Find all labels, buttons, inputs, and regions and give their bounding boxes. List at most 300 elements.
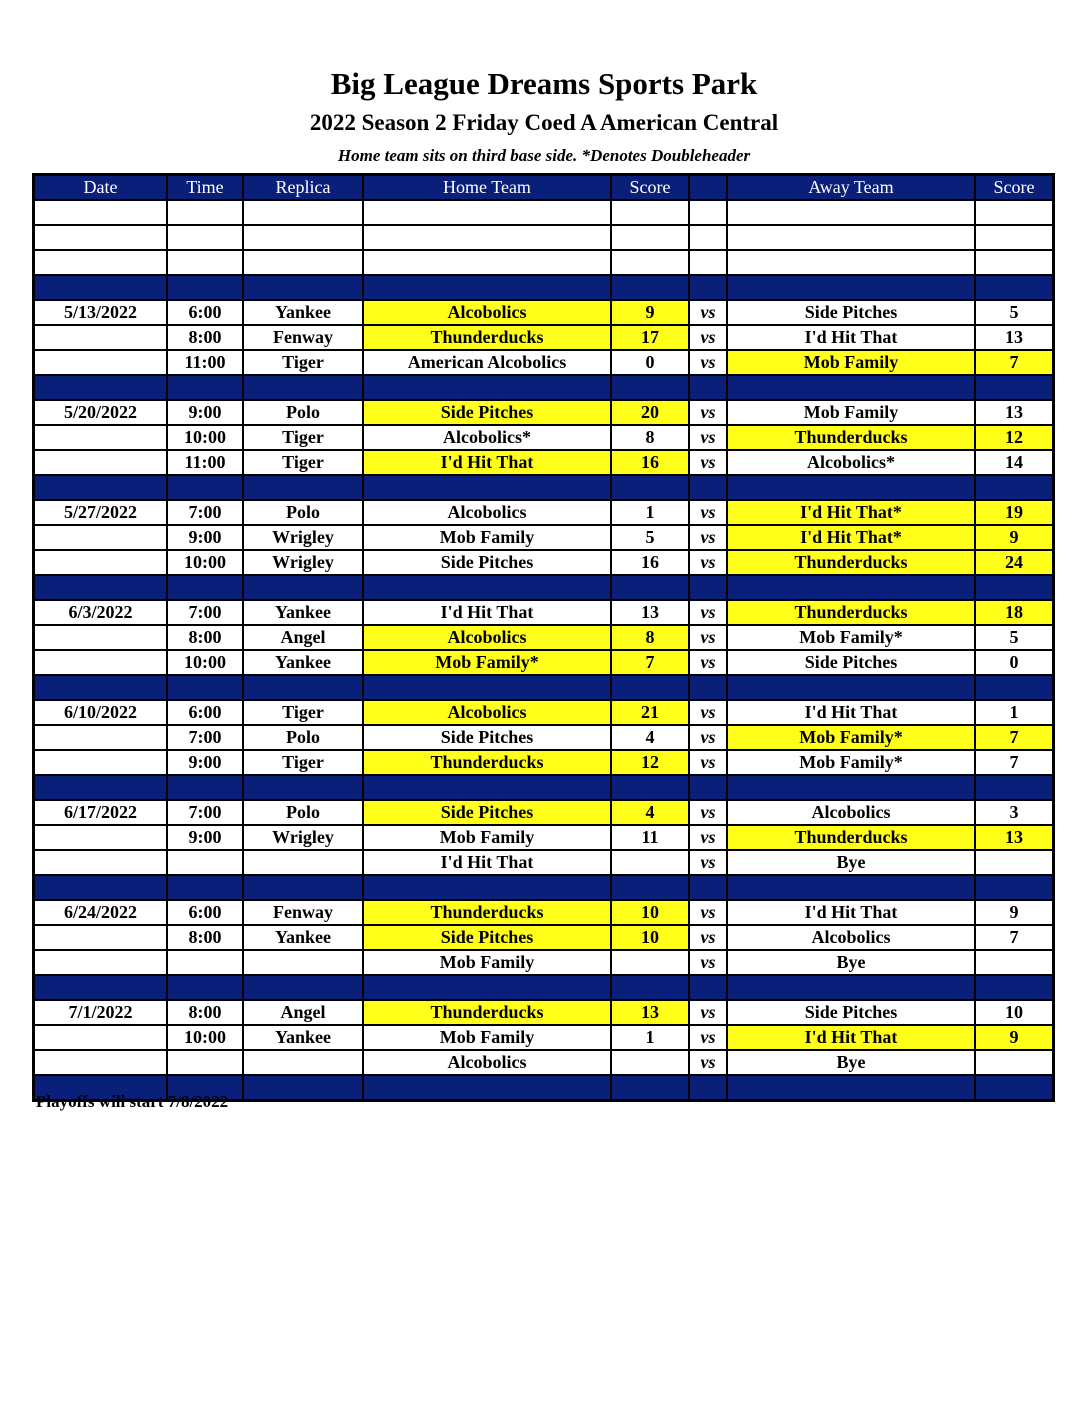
vs-label bbox=[689, 250, 727, 275]
date-cell bbox=[34, 625, 167, 650]
vs-label: vs bbox=[689, 300, 727, 325]
away-team-cell bbox=[727, 375, 975, 400]
time-cell: 6:00 bbox=[167, 900, 243, 925]
time-cell: 8:00 bbox=[167, 1000, 243, 1025]
replica-cell: Yankee bbox=[243, 925, 363, 950]
date-cell bbox=[34, 250, 167, 275]
away-score-cell bbox=[975, 250, 1053, 275]
replica-cell: Tiger bbox=[243, 425, 363, 450]
table-row bbox=[34, 450, 1053, 475]
replica-cell: Angel bbox=[243, 1000, 363, 1025]
replica-cell: Fenway bbox=[243, 900, 363, 925]
away-team-cell: Mob Family bbox=[727, 400, 975, 425]
home-team-cell: Alcobolics* bbox=[363, 425, 611, 450]
home-score-cell: 1 bbox=[611, 500, 689, 525]
home-team-cell: Mob Family bbox=[363, 950, 611, 975]
away-score-cell: 13 bbox=[975, 400, 1053, 425]
vs-label bbox=[689, 575, 727, 600]
replica-cell bbox=[243, 375, 363, 400]
time-cell: 10:00 bbox=[167, 550, 243, 575]
away-team-cell: Alcobolics bbox=[727, 925, 975, 950]
away-team-cell: Mob Family* bbox=[727, 725, 975, 750]
time-cell: 7:00 bbox=[167, 725, 243, 750]
replica-cell bbox=[243, 575, 363, 600]
time-cell: 7:00 bbox=[167, 500, 243, 525]
away-score-cell: 7 bbox=[975, 350, 1053, 375]
table-row bbox=[34, 850, 1053, 875]
away-score-cell: 7 bbox=[975, 750, 1053, 775]
blank-row bbox=[34, 250, 1053, 275]
away-team-cell: Alcobolics* bbox=[727, 450, 975, 475]
vs-label bbox=[689, 275, 727, 300]
home-team-cell: Alcobolics bbox=[363, 700, 611, 725]
away-score-cell: 5 bbox=[975, 300, 1053, 325]
away-team-cell bbox=[727, 225, 975, 250]
date-cell: 5/20/2022 bbox=[34, 400, 167, 425]
replica-cell bbox=[243, 275, 363, 300]
replica-cell bbox=[243, 975, 363, 1000]
table-row bbox=[34, 350, 1053, 375]
away-score-cell bbox=[975, 1075, 1053, 1100]
table-row bbox=[34, 525, 1053, 550]
home-team-cell: American Alcobolics bbox=[363, 350, 611, 375]
vs-label: vs bbox=[689, 325, 727, 350]
vs-label bbox=[689, 225, 727, 250]
vs-label: vs bbox=[689, 850, 727, 875]
home-score-cell: 10 bbox=[611, 900, 689, 925]
away-team-cell bbox=[727, 250, 975, 275]
replica-cell: Tiger bbox=[243, 700, 363, 725]
away-score-cell: 14 bbox=[975, 450, 1053, 475]
time-cell: 7:00 bbox=[167, 800, 243, 825]
away-score-cell: 18 bbox=[975, 600, 1053, 625]
date-cell bbox=[34, 850, 167, 875]
table-row bbox=[34, 400, 1053, 425]
away-team-cell bbox=[727, 675, 975, 700]
home-score-cell bbox=[611, 850, 689, 875]
replica-cell bbox=[243, 1050, 363, 1075]
away-team-cell: Thunderducks bbox=[727, 600, 975, 625]
time-cell bbox=[167, 575, 243, 600]
week-separator-row bbox=[34, 775, 1053, 800]
home-team-cell: Side Pitches bbox=[363, 725, 611, 750]
home-team-cell bbox=[363, 575, 611, 600]
table-row bbox=[34, 500, 1053, 525]
home-score-cell: 16 bbox=[611, 550, 689, 575]
away-team-cell: I'd Hit That* bbox=[727, 525, 975, 550]
away-score-cell bbox=[975, 375, 1053, 400]
date-cell bbox=[34, 925, 167, 950]
away-score-cell bbox=[975, 975, 1053, 1000]
away-score-cell bbox=[975, 1050, 1053, 1075]
replica-cell: Polo bbox=[243, 400, 363, 425]
away-score-cell bbox=[975, 475, 1053, 500]
date-cell bbox=[34, 950, 167, 975]
away-team-cell bbox=[727, 875, 975, 900]
col-header-home-team: Home Team bbox=[363, 175, 611, 200]
vs-label: vs bbox=[689, 1025, 727, 1050]
away-team-cell: I'd Hit That bbox=[727, 900, 975, 925]
replica-cell: Wrigley bbox=[243, 825, 363, 850]
home-score-cell: 4 bbox=[611, 800, 689, 825]
away-score-cell bbox=[975, 200, 1053, 225]
replica-cell: Yankee bbox=[243, 650, 363, 675]
replica-cell bbox=[243, 1075, 363, 1100]
vs-label: vs bbox=[689, 525, 727, 550]
away-score-cell bbox=[975, 575, 1053, 600]
time-cell bbox=[167, 950, 243, 975]
home-team-cell bbox=[363, 475, 611, 500]
date-cell bbox=[34, 200, 167, 225]
time-cell bbox=[167, 225, 243, 250]
week-separator-row bbox=[34, 575, 1053, 600]
replica-cell: Yankee bbox=[243, 600, 363, 625]
away-team-cell: I'd Hit That bbox=[727, 700, 975, 725]
date-cell bbox=[34, 475, 167, 500]
date-cell bbox=[34, 275, 167, 300]
replica-cell: Yankee bbox=[243, 1025, 363, 1050]
home-team-cell bbox=[363, 225, 611, 250]
vs-label: vs bbox=[689, 550, 727, 575]
table-row bbox=[34, 800, 1053, 825]
home-score-cell: 0 bbox=[611, 350, 689, 375]
away-score-cell bbox=[975, 675, 1053, 700]
vs-label bbox=[689, 975, 727, 1000]
week-separator-row bbox=[34, 675, 1053, 700]
vs-label: vs bbox=[689, 750, 727, 775]
home-score-cell bbox=[611, 250, 689, 275]
home-team-cell bbox=[363, 375, 611, 400]
away-team-cell: Bye bbox=[727, 950, 975, 975]
away-team-cell: Bye bbox=[727, 850, 975, 875]
replica-cell: Wrigley bbox=[243, 525, 363, 550]
date-cell: 6/24/2022 bbox=[34, 900, 167, 925]
away-score-cell: 9 bbox=[975, 1025, 1053, 1050]
home-score-cell: 8 bbox=[611, 425, 689, 450]
replica-cell: Angel bbox=[243, 625, 363, 650]
away-score-cell: 13 bbox=[975, 825, 1053, 850]
home-team-cell: Side Pitches bbox=[363, 800, 611, 825]
date-cell bbox=[34, 225, 167, 250]
vs-label bbox=[689, 475, 727, 500]
table-row bbox=[34, 1050, 1053, 1075]
date-cell bbox=[34, 350, 167, 375]
replica-cell bbox=[243, 850, 363, 875]
time-cell: 10:00 bbox=[167, 650, 243, 675]
replica-cell bbox=[243, 200, 363, 225]
vs-label: vs bbox=[689, 425, 727, 450]
replica-cell: Polo bbox=[243, 800, 363, 825]
replica-cell: Yankee bbox=[243, 300, 363, 325]
table-row bbox=[34, 950, 1053, 975]
date-cell bbox=[34, 375, 167, 400]
week-separator-row bbox=[34, 975, 1053, 1000]
table-row bbox=[34, 650, 1053, 675]
vs-label: vs bbox=[689, 650, 727, 675]
time-cell: 8:00 bbox=[167, 625, 243, 650]
home-team-cell: I'd Hit That bbox=[363, 850, 611, 875]
away-score-cell: 12 bbox=[975, 425, 1053, 450]
date-cell bbox=[34, 1050, 167, 1075]
replica-cell bbox=[243, 950, 363, 975]
blank-row bbox=[34, 200, 1053, 225]
away-team-cell: Mob Family* bbox=[727, 750, 975, 775]
vs-label: vs bbox=[689, 950, 727, 975]
date-cell bbox=[34, 775, 167, 800]
home-score-cell: 17 bbox=[611, 325, 689, 350]
away-score-cell bbox=[975, 850, 1053, 875]
away-score-cell: 5 bbox=[975, 625, 1053, 650]
date-cell bbox=[34, 875, 167, 900]
away-score-cell: 13 bbox=[975, 325, 1053, 350]
table-row bbox=[34, 300, 1053, 325]
table-row bbox=[34, 325, 1053, 350]
table-row bbox=[34, 725, 1053, 750]
home-score-cell bbox=[611, 575, 689, 600]
time-cell bbox=[167, 200, 243, 225]
away-team-cell: Mob Family* bbox=[727, 625, 975, 650]
table-row bbox=[34, 1025, 1053, 1050]
away-team-cell bbox=[727, 775, 975, 800]
away-team-cell: Alcobolics bbox=[727, 800, 975, 825]
date-cell: 6/3/2022 bbox=[34, 600, 167, 625]
away-score-cell: 19 bbox=[975, 500, 1053, 525]
vs-label: vs bbox=[689, 925, 727, 950]
home-score-cell bbox=[611, 675, 689, 700]
away-score-cell: 24 bbox=[975, 550, 1053, 575]
away-team-cell: Bye bbox=[727, 1050, 975, 1075]
replica-cell bbox=[243, 225, 363, 250]
col-header-time: Time bbox=[167, 175, 243, 200]
vs-label bbox=[689, 875, 727, 900]
home-score-cell bbox=[611, 950, 689, 975]
replica-cell: Tiger bbox=[243, 350, 363, 375]
home-score-cell bbox=[611, 475, 689, 500]
home-team-cell bbox=[363, 775, 611, 800]
time-cell bbox=[167, 975, 243, 1000]
time-cell: 9:00 bbox=[167, 400, 243, 425]
away-score-cell bbox=[975, 950, 1053, 975]
time-cell: 6:00 bbox=[167, 700, 243, 725]
table-row bbox=[34, 900, 1053, 925]
home-score-cell bbox=[611, 775, 689, 800]
replica-cell bbox=[243, 475, 363, 500]
time-cell bbox=[167, 775, 243, 800]
date-cell bbox=[34, 975, 167, 1000]
time-cell bbox=[167, 875, 243, 900]
away-score-cell bbox=[975, 875, 1053, 900]
replica-cell: Polo bbox=[243, 500, 363, 525]
time-cell: 11:00 bbox=[167, 450, 243, 475]
col-header-home-score: Score bbox=[611, 175, 689, 200]
home-score-cell: 20 bbox=[611, 400, 689, 425]
week-separator-row bbox=[34, 375, 1053, 400]
away-score-cell bbox=[975, 275, 1053, 300]
page-title: Big League Dreams Sports Park bbox=[330, 66, 758, 101]
time-cell: 8:00 bbox=[167, 325, 243, 350]
home-score-cell: 1 bbox=[611, 1025, 689, 1050]
vs-label: vs bbox=[689, 900, 727, 925]
time-cell bbox=[167, 250, 243, 275]
home-team-cell bbox=[363, 200, 611, 225]
replica-cell bbox=[243, 875, 363, 900]
vs-label: vs bbox=[689, 600, 727, 625]
home-team-cell: Side Pitches bbox=[363, 925, 611, 950]
date-cell bbox=[34, 325, 167, 350]
vs-label bbox=[689, 1075, 727, 1100]
table-row bbox=[34, 425, 1053, 450]
replica-cell: Tiger bbox=[243, 450, 363, 475]
time-cell: 8:00 bbox=[167, 925, 243, 950]
time-cell bbox=[167, 275, 243, 300]
away-team-cell: Side Pitches bbox=[727, 300, 975, 325]
replica-cell bbox=[243, 250, 363, 275]
replica-cell: Wrigley bbox=[243, 550, 363, 575]
table-row bbox=[34, 925, 1053, 950]
time-cell: 9:00 bbox=[167, 750, 243, 775]
away-score-cell bbox=[975, 225, 1053, 250]
home-team-cell bbox=[363, 250, 611, 275]
away-team-cell: Thunderducks bbox=[727, 550, 975, 575]
time-cell: 9:00 bbox=[167, 825, 243, 850]
home-score-cell bbox=[611, 1075, 689, 1100]
vs-label bbox=[689, 200, 727, 225]
away-score-cell: 1 bbox=[975, 700, 1053, 725]
date-cell bbox=[34, 425, 167, 450]
away-team-cell bbox=[727, 200, 975, 225]
home-team-cell bbox=[363, 1075, 611, 1100]
home-team-cell: Thunderducks bbox=[363, 900, 611, 925]
date-cell bbox=[34, 650, 167, 675]
vs-label bbox=[689, 675, 727, 700]
vs-label: vs bbox=[689, 350, 727, 375]
vs-label: vs bbox=[689, 700, 727, 725]
home-score-cell: 16 bbox=[611, 450, 689, 475]
away-team-cell: Mob Family bbox=[727, 350, 975, 375]
home-score-cell: 12 bbox=[611, 750, 689, 775]
home-team-cell: Mob Family bbox=[363, 1025, 611, 1050]
home-score-cell: 13 bbox=[611, 600, 689, 625]
date-cell bbox=[34, 675, 167, 700]
date-cell: 6/17/2022 bbox=[34, 800, 167, 825]
home-score-cell bbox=[611, 200, 689, 225]
home-team-cell bbox=[363, 275, 611, 300]
vs-label: vs bbox=[689, 825, 727, 850]
home-team-cell: Mob Family* bbox=[363, 650, 611, 675]
home-team-cell: Side Pitches bbox=[363, 550, 611, 575]
week-separator-row bbox=[34, 875, 1053, 900]
table-header-row bbox=[34, 175, 1053, 200]
home-team-cell: I'd Hit That bbox=[363, 600, 611, 625]
date-cell: 5/13/2022 bbox=[34, 300, 167, 325]
week-separator-row bbox=[34, 275, 1053, 300]
table-row bbox=[34, 825, 1053, 850]
home-team-cell bbox=[363, 675, 611, 700]
table-row bbox=[34, 600, 1053, 625]
away-score-cell: 10 bbox=[975, 1000, 1053, 1025]
vs-label: vs bbox=[689, 400, 727, 425]
schedule-body bbox=[34, 200, 1053, 1100]
date-cell: 6/10/2022 bbox=[34, 700, 167, 725]
home-team-cell bbox=[363, 875, 611, 900]
home-score-cell bbox=[611, 275, 689, 300]
home-score-cell bbox=[611, 225, 689, 250]
replica-cell: Fenway bbox=[243, 325, 363, 350]
away-team-cell bbox=[727, 475, 975, 500]
replica-cell: Tiger bbox=[243, 750, 363, 775]
away-team-cell: Thunderducks bbox=[727, 425, 975, 450]
replica-cell bbox=[243, 675, 363, 700]
home-team-cell: Mob Family bbox=[363, 825, 611, 850]
time-cell: 7:00 bbox=[167, 600, 243, 625]
home-score-cell: 4 bbox=[611, 725, 689, 750]
playoffs-note: Playoffs will start 7/8/2022 bbox=[36, 1092, 229, 1111]
time-cell bbox=[167, 475, 243, 500]
vs-label: vs bbox=[689, 625, 727, 650]
time-cell bbox=[167, 1050, 243, 1075]
home-score-cell: 9 bbox=[611, 300, 689, 325]
home-team-cell: Thunderducks bbox=[363, 325, 611, 350]
col-header-replica: Replica bbox=[243, 175, 363, 200]
time-cell bbox=[167, 850, 243, 875]
away-score-cell: 9 bbox=[975, 525, 1053, 550]
home-team-cell: Thunderducks bbox=[363, 1000, 611, 1025]
vs-label: vs bbox=[689, 725, 727, 750]
date-cell bbox=[34, 450, 167, 475]
time-cell: 9:00 bbox=[167, 525, 243, 550]
home-score-cell: 8 bbox=[611, 625, 689, 650]
home-score-cell bbox=[611, 875, 689, 900]
table-row bbox=[34, 1000, 1053, 1025]
date-cell bbox=[34, 575, 167, 600]
home-score-cell: 5 bbox=[611, 525, 689, 550]
week-separator-row bbox=[34, 475, 1053, 500]
time-cell: 10:00 bbox=[167, 425, 243, 450]
away-team-cell: Side Pitches bbox=[727, 650, 975, 675]
date-cell bbox=[34, 550, 167, 575]
away-team-cell: I'd Hit That bbox=[727, 1025, 975, 1050]
away-team-cell bbox=[727, 1075, 975, 1100]
home-team-cell: I'd Hit That bbox=[363, 450, 611, 475]
time-cell: 10:00 bbox=[167, 1025, 243, 1050]
away-score-cell: 9 bbox=[975, 900, 1053, 925]
home-team-cell: Thunderducks bbox=[363, 750, 611, 775]
date-cell bbox=[34, 750, 167, 775]
home-score-cell: 7 bbox=[611, 650, 689, 675]
away-score-cell: 7 bbox=[975, 725, 1053, 750]
table-row bbox=[34, 700, 1053, 725]
home-team-cell: Mob Family bbox=[363, 525, 611, 550]
table-row bbox=[34, 625, 1053, 650]
table-row bbox=[34, 550, 1053, 575]
away-score-cell: 3 bbox=[975, 800, 1053, 825]
home-team-cell: Side Pitches bbox=[363, 400, 611, 425]
vs-label: vs bbox=[689, 1000, 727, 1025]
replica-cell bbox=[243, 775, 363, 800]
home-score-cell: 10 bbox=[611, 925, 689, 950]
col-header-date: Date bbox=[34, 175, 167, 200]
away-team-cell bbox=[727, 275, 975, 300]
away-team-cell bbox=[727, 975, 975, 1000]
vs-label: vs bbox=[689, 1050, 727, 1075]
table-row bbox=[34, 750, 1053, 775]
schedule-table bbox=[32, 173, 1055, 1102]
vs-label: vs bbox=[689, 450, 727, 475]
home-team-cell: Alcobolics bbox=[363, 625, 611, 650]
time-cell bbox=[167, 675, 243, 700]
home-score-cell bbox=[611, 375, 689, 400]
time-cell: 11:00 bbox=[167, 350, 243, 375]
